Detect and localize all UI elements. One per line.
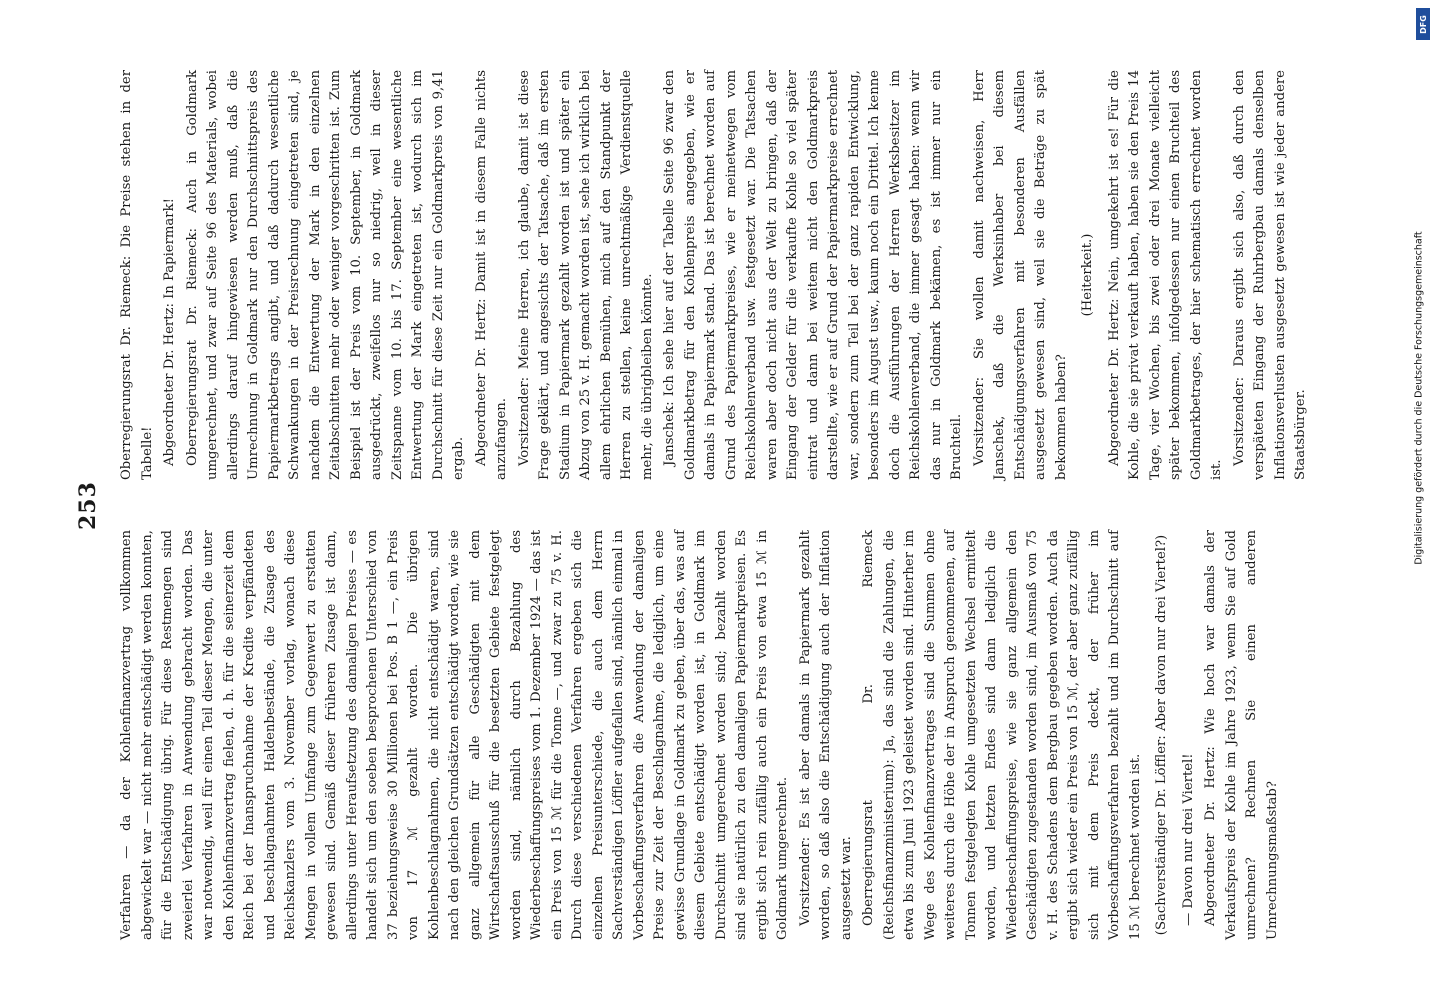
digitization-credit	[1408, 8, 1430, 788]
right-column	[117, 70, 1314, 480]
left-paragraph-3: Oberregierungsrat Dr. Riemeck (Reichsfinanzministerium): Ja, das sind die Zahlungen, die etwa bis zum Juni 1923 geleistet worden sind. Hinterher im Wege des Kohlenfinanzvertrages sind die Summen ohne weiteres durch die Höhe der in Anspruch genommenen, auf Tonnen festgelegten Kohle umgesetzten Wechsel ermittelt worden, und letzten Endes sind dann lediglich die Wiederbeschaffungspreise, wie sie ganz allgemein den Geschädigten zugestanden worden sind, im Ausmaß von 75 v. H. des Schadens dem Bergbau gegeben worden. Auch da ergibt sich wieder ein Preis von 15 ℳ, der aber ganz zufällig sich mit dem Preis deckt, der früher im Vorbeschaffungsverfahren bezahlt und im Durchschnitt auf 15 ℳ berechnet worden ist.	[861, 530, 1143, 940]
rotated-document-page	[67, 50, 1367, 950]
right-paragraph-3: Oberregierungsrat Dr. Riemeck: Auch in Goldmark umgerechnet, und zwar auf Seite 96 des Materials, wobei allerdings darauf hingewiesen werden muß, daß die Umrechnung in Goldmark nur den Durchschnittspreis des Papiermarkbetrags angibt, und daß dadurch wesentliche Schwankungen in der Preisrechnung eingetreten sind, je nachdem die Entwertung der Mark in den einzelnen Zeitabschnitten mehr oder weniger vorgeschritten ist. Zum Beispiel ist der Preis vom 10. September, in Goldmark ausgedrückt, zweifellos nur so niedrig, weil in dieser Zeitspanne vom 10. bis 17. September eine wesentliche Entwertung der Mark eingetreten ist, wodurch sich im Durchschnitt für diese Zeit nur ein Goldmarkpreis von 9,41 ergab.	[184, 70, 466, 480]
dfg-logo	[1416, 8, 1430, 40]
right-paragraph-5: Vorsitzender: Meine Herren, ich glaube, damit ist diese Frage geklärt, und angesichts der Tatsache, daß im ersten Stadium in Papiermark gezahlt worden ist und später ein Abzug von 25 v. H. gemacht worden ist, sehe ich wirklich bei allem ehrlichen Bemühen, mich auf den Standpunkt der Herren zu stellen, keine unrechtmäßige Verdienstquelle mehr, die übrigbleiben könnte.	[516, 70, 655, 480]
left-column	[117, 530, 1285, 940]
credit-text: Digitalisierung gefördert durch die Deutsche Forschungsgemeinschaft	[1413, 231, 1425, 565]
left-paragraph-5: — Davon nur drei Viertel!	[1180, 753, 1196, 926]
right-paragraph-6: Janschek: Ich sehe hier auf der Tabelle Seite 96 zwar den Goldmarkbetrag für den Kohlenpreis angegeben, wie er damals in Papiermark stand. Das ist berechnet worden auf Grund des Papiermarkpreises, wie er meinetwegen vom Reichskohlenverband usw. festgesetzt war. Die Tatsachen waren aber doch nicht aus der Welt zu bringen, daß der Eingang der Gelder für die verkaufte Kohle so viel später eintrat und dann bei weitem nicht den Goldmarkpreis darstellte, wie er auf Grund der Papiermarkpreise errechnet war, sondern zum Teil bei der ganz rapiden Entwicklung, besonders im August usw., kaum noch ein Drittel. Ich kenne doch die Ausführungen der Herren Werksbesitzer im Reichskohlenverband, die immer gesagt haben: wenn wir das nur in Goldmark bekämen, es ist immer nur ein Bruchteil.	[662, 70, 964, 480]
left-paragraph-1: Verfahren — da der Kohlenfinanzvertrag vollkommen abgewickelt war — nicht mehr entschädigt werden konnten, für die Entschädigung übrig. Für diese Restmengen sind zweierlei Verfahren in Anwendung gebracht worden. Das war notwendig, weil für einen Teil dieser Mengen, die unter den Kohlenfinanzvertrag fielen, d. h. für die seinerzeit dem Reich bei der Inanspruchnahme der Kredite verpfändeten und beschlagnahmten Haldenbestände, die Zusage des Reichskanzlers vom 3. November vorlag, wonach diese Mengen in vollem Umfange zum Gegenwert zu erstatten gewesen sind. Gemäß dieser früheren Zusage ist dann, allerdings unter Heraufsetzung des damaligen Preises — es handelt sich um den soeben besprochenen Unterschied von 37 beziehungsweise 30 Millionen bei Pos. B 1 —, ein Preis von 17 ℳ gezahlt worden. Die übrigen Kohlenbeschlagnahmen, die nicht entschädigt waren, sind nach den gleichen Grundsätzen entschädigt worden, wie sie ganz allgemein für alle Geschädigten mit dem Wirtschaftsausschuß für die besetzten Gebiete festgelegt worden sind, nämlich durch Bezahlung des Wiederbeschaffungspreises vom 1. Dezember 1924 — das ist ein Preis von 15 ℳ für die Tonne —, und zwar zu 75 v. H. Durch diese verschiedenen Verfahren ergeben sich die einzelnen Preisunterschiede, die auch dem Herrn Sachverständigen Löffler aufgefallen sind, nämlich einmal in Vorbeschaffungsverfahren die Anwendung der damaligen Preise zur Zeit der Beschlagnahme, die lediglich, um eine gewisse Grundlage in Goldmark zu geben, über das, was auf diesem Gebiete entschädigt worden ist, in Goldmark im Durchschnitt umgerechnet worden sind; bezahlt worden sind sie natürlich zu den damaligen Papiermarkpreisen. Es ergibt sich rein zufällig auch ein Preis von etwa 15 ℳ in Goldmark umgerechnet.	[119, 530, 790, 940]
left-paragraph-2: Vorsitzender: Es ist aber damals in Papiermark gezahlt worden, so daß also die Entschädigung auch der Inflation ausgesetzt war.	[797, 530, 854, 940]
right-paragraph-10: Vorsitzender: Daraus ergibt sich also, daß durch den verspäteten Eingang der Ruhrbergbau damals denselben Inflationsverlusten ausgesetzt gewesen ist wie jeder andere Staatsbürger.	[1231, 70, 1308, 480]
page-number: 253	[75, 481, 101, 530]
right-paragraph-1: Oberregierungsrat Dr. Riemeck: Die Preise stehen in der Tabelle!	[119, 70, 155, 480]
dfg-logo-text: DFG	[1418, 14, 1428, 34]
left-paragraph-4: (Sachverständiger Dr. Löffler: Aber davon nur drei Viertel?)	[1154, 534, 1169, 936]
right-paragraph-8: (Heiterkeit.)	[1080, 233, 1095, 317]
right-paragraph-2: Abgeordneter Dr. Hertz: In Papiermark!	[162, 198, 177, 466]
right-paragraph-4: Abgeordneter Dr. Hertz: Damit ist in diesem Falle nichts anzufangen.	[473, 70, 509, 480]
right-paragraph-9: Abgeordneter Dr. Hertz: Nein, umgekehrt ist es! Für die Kohle, die sie privat verkauft haben, haben sie den Preis 14 Tage, vier Wochen, bis zwei oder drei Monate vielleicht später bekommen, infolgedessen nur einen Bruchteil des Goldmarkbetrages, der hier schematisch errechnet worden ist.	[1106, 70, 1224, 480]
left-paragraph-6: Abgeordneter Dr. Hertz: Wie hoch war damals der Verkaufspreis der Kohle im Jahre 1923, wenn Sie auf Gold umrechnen? Rechnen Sie einen anderen Umrechnungsmaßstab?	[1203, 530, 1280, 940]
right-paragraph-7: Vorsitzender: Sie wollen damit nachweisen, Herr Janschek, daß die Werksinhaber bei diesem Entschädigungsverfahren mit besonderen Ausfällen ausgesetzt gewesen sind, weil sie die Beträge zu spät bekommen haben?	[971, 70, 1069, 480]
